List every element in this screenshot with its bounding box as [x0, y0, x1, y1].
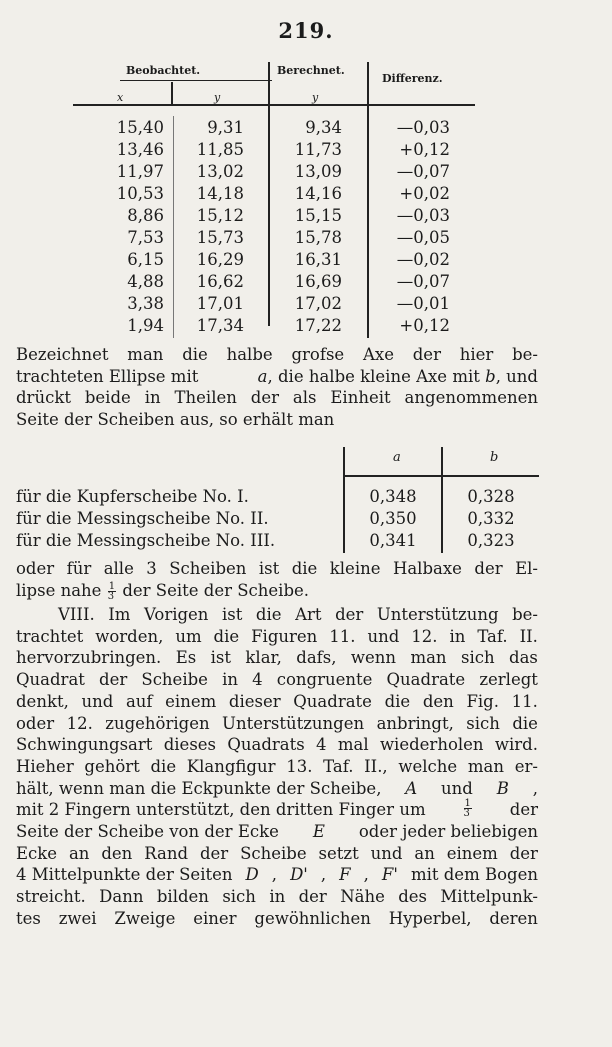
fraction-denominator: 3 [107, 590, 115, 602]
text-line [16, 387, 538, 409]
cell-x: 11,97 [116, 162, 164, 181]
text-line [16, 626, 538, 648]
axis-y-label: y [214, 91, 221, 104]
text-run: , die halbe kleine Axe mit [267, 366, 486, 386]
header-difference: Differenz. [382, 72, 443, 85]
divider-xy [171, 82, 173, 104]
axes-table-mid-divider [441, 447, 443, 553]
value-b: 0,328 [467, 487, 515, 506]
text-run: oder jeder beliebigen [358, 822, 538, 842]
row-label: für die Messingscheibe No. II. [16, 509, 269, 528]
symbol-F: F [339, 865, 351, 885]
header-calculated: Berechnet. [277, 64, 345, 77]
text-run: Seite der Scheibe von der Ecke [16, 822, 279, 842]
header-observed: Beobachtet. [126, 64, 201, 77]
value-a: 0,348 [369, 487, 417, 506]
cell-x: 15,40 [116, 118, 164, 137]
cell-difference: +0,02 [399, 184, 450, 203]
cell-y-calculated: 14,16 [294, 184, 342, 203]
cell-difference: —0,07 [396, 272, 450, 291]
page-number: 219. [278, 18, 334, 43]
text-run: der [509, 800, 538, 820]
column-b-header: b [490, 450, 499, 465]
cell-y-calculated: 13,09 [294, 162, 342, 181]
text-line [16, 864, 538, 886]
text-run: , [532, 778, 538, 798]
value-b: 0,332 [467, 509, 515, 528]
text-run: , [271, 865, 278, 885]
text-line-content: streicht. Dann bilden sich in der Nähe des Mittelpunk- [16, 887, 538, 907]
text-run: hält, wenn man die Eckpunkte der Scheibe, [16, 778, 382, 798]
symbol-D: D [245, 865, 259, 885]
cell-y-calculated: 16,31 [294, 250, 342, 269]
cell-difference: —0,07 [396, 162, 450, 181]
text-line-content: Ecke an den Rand der Scheibe setzt und an einem der [16, 843, 538, 863]
text-run: , und [495, 366, 538, 386]
cell-y-observed: 16,29 [196, 250, 244, 269]
divider-x-y-body [173, 116, 174, 338]
text-line-content: oder für alle 3 Scheiben ist die kleine Halbaxe der El- [16, 559, 538, 578]
cell-difference: —0,03 [396, 118, 450, 137]
text-run: mit 2 Fingern unterstützt, den dritten Finger um [16, 800, 426, 820]
cell-y-calculated: 15,15 [294, 206, 342, 225]
cell-y-calculated: 15,78 [294, 228, 342, 247]
cell-y-observed: 16,62 [196, 272, 244, 291]
symbol-b: b [485, 366, 496, 386]
cell-y-observed: 17,01 [196, 294, 244, 313]
cell-y-observed: 17,34 [196, 316, 244, 335]
axes-table-left-divider [343, 447, 345, 553]
cell-x: 1,94 [127, 316, 164, 335]
text-line [16, 908, 538, 930]
text-run: der Seite der Scheibe. [117, 580, 310, 600]
fraction-one-third [108, 582, 116, 601]
text-line-content: denkt, und auf einem dieser Quadrate die den Fig. 11. [16, 691, 538, 711]
axis-y-calc-label: y [312, 91, 319, 104]
text-run: , [320, 865, 327, 885]
symbol-a: a [257, 366, 268, 386]
paragraph-section-viii [16, 604, 538, 930]
text-line-content: Quadrat der Scheibe in 4 congruente Quadrate zerlegt [16, 670, 538, 690]
text-line [16, 580, 538, 602]
text-line [16, 756, 538, 778]
text-run: mit dem Bogen [410, 865, 538, 885]
fraction-numerator: 1 [464, 798, 471, 810]
text-line [16, 366, 538, 388]
text-line [16, 647, 538, 669]
symbol-F-prime: F' [381, 865, 398, 885]
text-line-content: oder 12. zugehörigen Unterstützungen anbringt, sich die [16, 713, 538, 733]
divider-calculated-difference [367, 62, 369, 338]
cell-difference: —0,02 [396, 250, 450, 269]
text-line [16, 778, 538, 800]
value-a: 0,341 [369, 531, 417, 550]
symbol-E: E [312, 822, 325, 842]
text-run: lipse nahe [16, 580, 107, 600]
cell-x: 8,86 [127, 206, 164, 225]
table-header-rule [73, 104, 475, 106]
text-line [16, 344, 538, 366]
fraction-one-third [464, 799, 472, 821]
axis-x-label: x [117, 91, 124, 104]
value-b: 0,323 [467, 531, 515, 550]
text-line [16, 843, 538, 865]
cell-y-observed: 15,12 [196, 206, 244, 225]
divider-observed-calculated [268, 62, 270, 326]
symbol-A: A [405, 778, 418, 798]
cell-x: 6,15 [127, 250, 164, 269]
cell-y-observed: 9,31 [207, 118, 244, 137]
row-label: für die Messingscheibe No. III. [16, 531, 276, 550]
cell-y-calculated: 17,02 [294, 294, 342, 313]
text-line-content: drückt beide in Theilen der als Einheit angenommenen [16, 388, 538, 408]
column-a-header: a [393, 450, 401, 465]
cell-y-calculated: 16,69 [294, 272, 342, 291]
cell-x: 4,88 [127, 272, 164, 291]
text-line [16, 734, 538, 756]
text-run: 4 Mittelpunkte der Seiten [16, 865, 233, 885]
symbol-D-prime: D' [290, 865, 308, 885]
text-line-content: tes zwei Zweige einer gewöhnlichen Hyperbel, deren [16, 908, 538, 928]
text-line-content: Schwingungsart dieses Quadrats 4 mal wiederholen wird. [16, 735, 538, 755]
text-run: und [441, 778, 473, 798]
cell-x: 13,46 [116, 140, 164, 159]
text-line [16, 821, 538, 843]
text-line-content: trachtet worden, um die Figuren 11. und 12. in Taf. II. [16, 626, 538, 646]
text-line-content: hervorzubringen. Es ist klar, dafs, wenn man sich das [16, 648, 538, 668]
paragraph-halbaxe [16, 558, 538, 601]
cell-difference: +0,12 [399, 316, 450, 335]
text-run: trachteten Ellipse mit [16, 366, 199, 386]
fraction-denominator: 3 [463, 808, 470, 820]
row-label: für die Kupferscheibe No. I. [16, 487, 249, 506]
cell-y-calculated: 11,73 [294, 140, 342, 159]
cell-y-observed: 13,02 [196, 162, 244, 181]
paragraph-ellipse-axes [16, 344, 538, 431]
cell-difference: —0,01 [396, 294, 450, 313]
cell-y-calculated: 17,22 [294, 316, 342, 335]
cell-difference: +0,12 [399, 140, 450, 159]
cell-y-observed: 15,73 [196, 228, 244, 247]
cell-difference: —0,03 [396, 206, 450, 225]
text-line [16, 691, 538, 713]
text-line [16, 886, 538, 908]
text-line [16, 669, 538, 691]
text-line-content: Seite der Scheiben aus, so erhält man [16, 410, 335, 430]
cell-y-calculated: 9,34 [305, 118, 342, 137]
symbol-B: B [496, 778, 509, 798]
value-a: 0,350 [369, 509, 417, 528]
cell-y-observed: 14,18 [196, 184, 244, 203]
cell-difference: —0,05 [396, 228, 450, 247]
cell-x: 7,53 [127, 228, 164, 247]
text-run: , [363, 865, 369, 885]
cell-x: 3,38 [127, 294, 164, 313]
text-line-content: Bezeichnet man die halbe grofse Axe der hier be- [16, 345, 538, 364]
text-line [16, 713, 538, 735]
cell-x: 10,53 [116, 184, 164, 203]
observed-underline [120, 80, 272, 81]
cell-y-observed: 11,85 [196, 140, 244, 159]
text-line [16, 604, 538, 626]
text-line-content: VIII. Im Vorigen ist die Art der Unterstützung be- [58, 605, 538, 624]
fraction-numerator: 1 [108, 580, 116, 592]
text-line [16, 558, 538, 580]
text-line [16, 799, 538, 821]
text-line-content: Hieher gehört die Klangfigur 13. Taf. II., welche man er- [16, 756, 538, 776]
text-line [16, 409, 538, 431]
